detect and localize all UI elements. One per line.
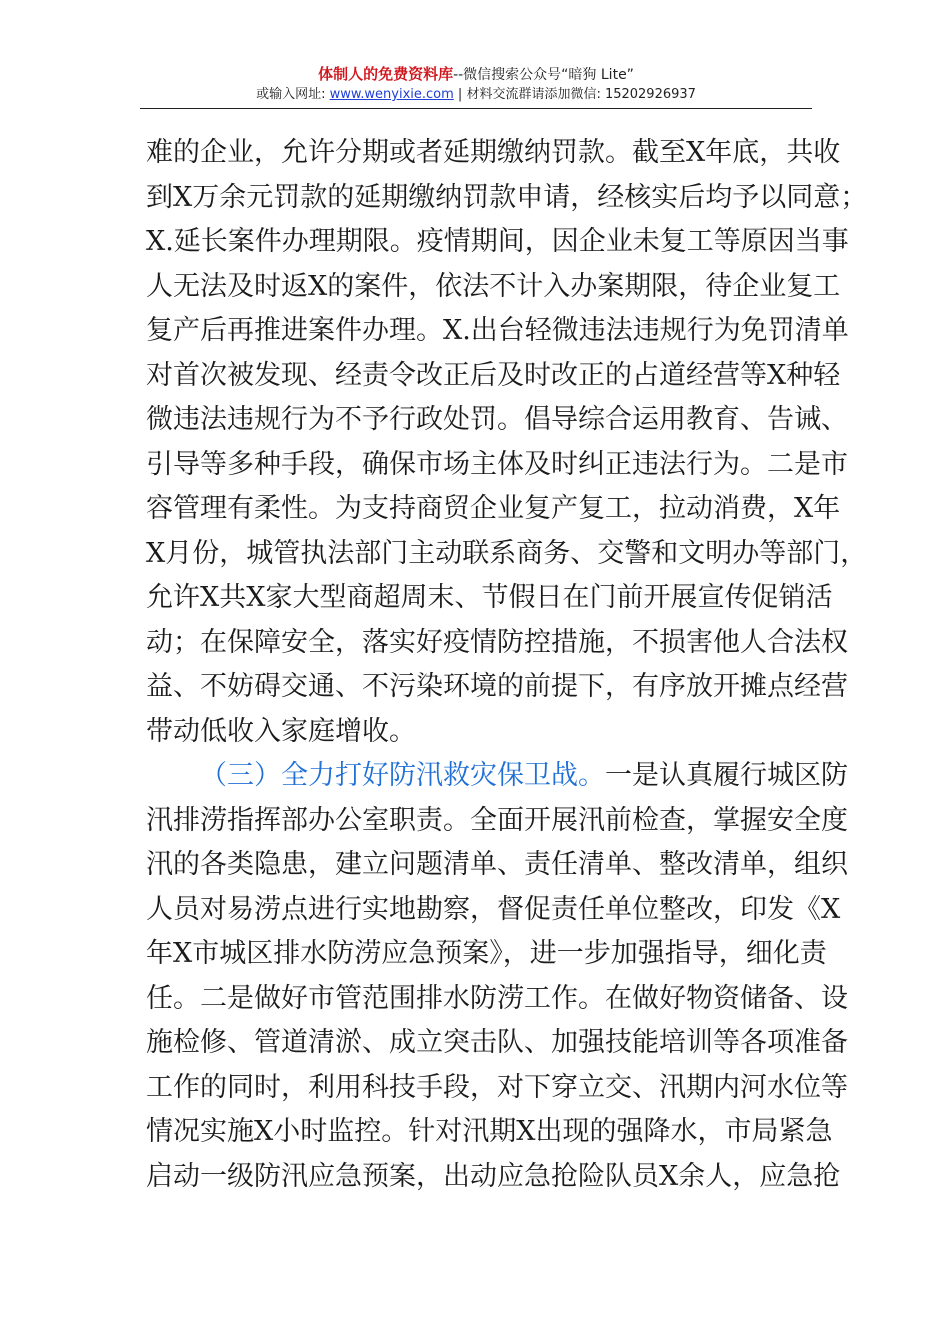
body-line: 益、不妨碍交通、不污染环境的前提下，有序放开摊点经营 [146,671,848,702]
section-first-line [146,754,848,799]
body-line: 微违法违规行为不予行政处罚。倡导综合运用教育、告诫、 [146,404,848,435]
body-line: 难的企业，允许分期或者延期缴纳罚款。截至X年底，共收 [146,137,841,168]
body-line: 对首次被发现、经责令改正后及时改正的占道经营等X种轻 [146,359,841,391]
body-line: 引导等多种手段，确保市场主体及时纠正违法行为。二是市 [146,448,848,480]
header-website-link[interactable]: www.wenyixie.com [329,87,454,102]
section-line: 汛排涝指挥部办公室职责。全面开展汛前检查，掌握安全度 [146,804,848,836]
body-line: 动；在保障安全，落实好疫情防控措施，不损害他人合法权 [146,626,848,658]
body-line: 允许X共X家大型商超周末、节假日在门前开展宣传促销活 [146,582,833,613]
header-brand: 体制人的免费资料库 [318,65,454,83]
header-divider [140,108,812,109]
section-line: 启动一级防汛应急预案，出动应急抢险队员X余人，应急抢 [146,1160,841,1192]
section-line: 任。二是做好市管范围排水防涝工作。在做好物资储备、设 [146,982,848,1014]
header-url-prefix: 或输入网址: [256,87,330,102]
body-line: 人无法及时返X的案件，依法不计入办案期限，待企业复工 [146,270,841,302]
section-line: 工作的同时，利用科技手段，对下穿立交、汛期内河水位等 [146,1071,848,1103]
section-line: 年X市城区排水防涝应急预案》，进一步加强指导，细化责 [146,938,827,969]
header-suffix: --微信搜索公众号“暗狗 Lite” [453,67,634,83]
page-header [140,64,812,104]
body-line: 复产后再推进案件办理。X.出台轻微违法违规行为免罚清单 [146,315,849,346]
document-body [146,131,868,1199]
section-heading: （三）全力打好防汛救灾保卫战。 [200,760,605,791]
section-line: 人员对易涝点进行实地勘察，督促责任单位整改，印发《X [146,893,841,925]
body-line: 到X万余元罚款的延期缴纳罚款申请，经核实后均予以同意； [146,181,868,213]
header-title-line [140,64,812,85]
body-line: 带动低收入家庭增收。 [146,715,416,747]
body-line: 容管理有柔性。为支持商贸企业复产复工，拉动消费，X年 [146,493,841,524]
section-line: 情况实施X小时监控。针对汛期X出现的强降水，市局紧急 [146,1116,833,1147]
header-contact-line [140,86,812,104]
section-line: 施检修、管道清淤、成立突击队、加强技能培训等各项准备 [146,1027,848,1058]
body-line: X.延长案件办理期限。疫情期间，因企业未复工等原因当事 [146,226,849,257]
body-line: X月份，城管执法部门主动联系商务、交警和文明办等部门， [146,537,868,569]
section-first-line-rest: 一是认真履行城区防 [605,760,848,791]
header-contact: | 材料交流群请添加微信: 15202926937 [453,87,696,102]
section-line: 汛的各类隐患，建立问题清单、责任清单、整改清单，组织 [146,849,848,880]
